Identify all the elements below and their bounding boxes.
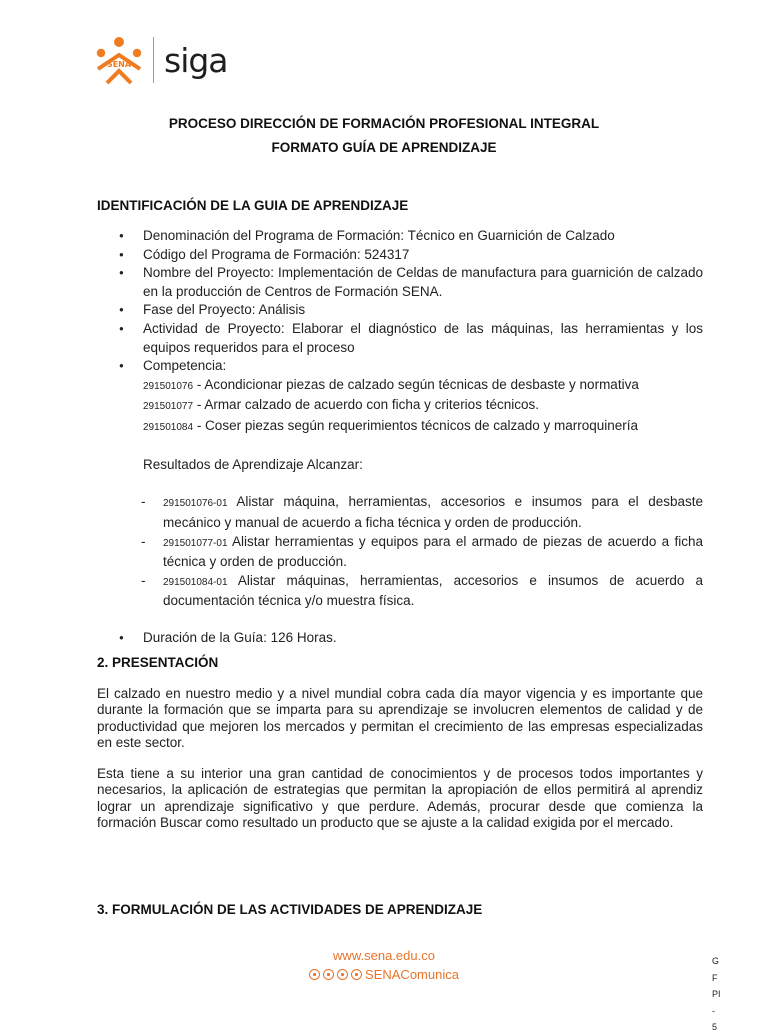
sena-logo-icon: [95, 35, 143, 85]
section-identification-heading: IDENTIFICACIÓN DE LA GUIA DE APRENDIZAJE: [97, 198, 409, 213]
list-item-program-name: ● Denominación del Programa de Formación: Técnico en Guarnición de Calzado: [97, 227, 703, 246]
facebook-icon[interactable]: [323, 969, 334, 980]
competencia-text: - Coser piezas según requerimientos técnicos de calzado y marroquinería: [193, 417, 639, 433]
competencia-code: 291501084: [143, 421, 194, 433]
document-header: [95, 34, 228, 86]
side-code-char: -: [712, 1005, 715, 1016]
youtube-icon[interactable]: [351, 969, 362, 980]
resultado-code: 291501084-01: [163, 576, 228, 588]
footer-website-link[interactable]: www.sena.edu.co: [333, 948, 435, 963]
resultado-code: 291501076-01: [163, 498, 228, 510]
competencia-code: 291501076: [143, 380, 194, 392]
list-item-project-phase: ● Fase del Proyecto: Análisis: [97, 301, 703, 320]
side-code-char: PI: [712, 989, 721, 999]
side-document-code: [712, 953, 732, 1036]
format-title: FORMATO GUÍA DE APRENDIZAJE: [271, 140, 497, 155]
resultado-text: Alistar herramientas y equipos para el armado de piezas de acuerdo a ficha técnica y orden de producción.: [163, 533, 703, 570]
logo-divider: [153, 37, 154, 83]
list-item-program-code: ● Código del Programa de Formación: 524317: [97, 246, 703, 265]
resultados-list: [141, 493, 703, 611]
side-code-char: 5: [712, 1022, 718, 1032]
competencia-code: 291501077: [143, 401, 194, 413]
list-item-project-activity: ● Actividad de Proyecto: Elaborar el diagnóstico de las máquinas, las herramientas y los equipos requeridos para el proceso: [97, 320, 703, 357]
competencia-item: [97, 396, 703, 417]
presentation-paragraph-1: El calzado en nuestro medio y a nivel mundial cobra cada día mayor vigencia y es importante que durante la formación que se imparta para su aprendizaje se involucren elementos de calidad y de productividad que mejoren los mercados y permitan el crecimiento de las empresas especializadas en este sector.: [97, 686, 703, 751]
resultado-item: [141, 572, 703, 611]
competencia-item: [97, 417, 703, 438]
instagram-icon[interactable]: [337, 969, 348, 980]
footer-social-handle[interactable]: SENAComunica: [365, 967, 459, 982]
competencia-label: ● Competencia:: [143, 358, 227, 374]
twitter-icon[interactable]: [309, 969, 320, 980]
side-code-char: G: [712, 956, 720, 966]
process-title: PROCESO DIRECCIÓN DE FORMACIÓN PROFESIONAL INTEGRAL: [168, 116, 600, 131]
list-item-competencia: [97, 357, 703, 611]
list-item-project-name: ● Nombre del Proyecto: Implementación de Celdas de manufactura para guarnición de calzado en la producción de Centros de Formación SENA.: [97, 264, 703, 301]
competencia-text: - Acondicionar piezas de calzado según técnicas de desbaste y normativa: [193, 376, 639, 392]
side-code-char: F: [712, 972, 718, 983]
resultado-item: [141, 493, 703, 532]
presentation-paragraph-2: Esta tiene a su interior una gran cantidad de conocimientos y de procesos todos importantes y necesarios, la aplicación de estrategias que permitan la apropiación de ellos permitirá al aprendiz lograr un aprendizaje significativo y que perdure. Además, procurar desde que comienza la formación Buscar como resultado un producto que se ajuste a la calidad exigida por el mercado.: [97, 766, 703, 831]
list-item-duration: ● Duración de la Guía: 126 Horas.: [97, 629, 703, 648]
resultados-label: Resultados de Aprendizaje Alcanzar:: [143, 457, 363, 473]
siga-logo: siga: [164, 40, 228, 80]
resultado-text: Alistar máquinas, herramientas, accesorios e insumos de acuerdo a documentación técnica y/o muestra física.: [163, 572, 703, 609]
resultado-code: 291501077-01: [163, 537, 228, 549]
svg-text:SENA: SENA: [106, 60, 132, 69]
competencia-text: - Armar calzado de acuerdo con ficha y criterios técnicos.: [193, 397, 539, 413]
competencia-item: [97, 376, 703, 397]
section-presentation-heading: 2. PRESENTACIÓN: [97, 655, 219, 670]
footer-social: [0, 967, 768, 982]
spacer: [97, 611, 703, 630]
section-activities-heading: 3. FORMULACIÓN DE LAS ACTIVIDADES DE APRENDIZAJE: [97, 902, 483, 917]
resultado-text: Alistar máquina, herramientas, accesorios e insumos para el desbaste mecánico y manual de acuerdo a ficha técnica y orden de producción.: [163, 494, 703, 530]
identification-list: [97, 227, 703, 648]
resultado-item: [141, 533, 703, 572]
